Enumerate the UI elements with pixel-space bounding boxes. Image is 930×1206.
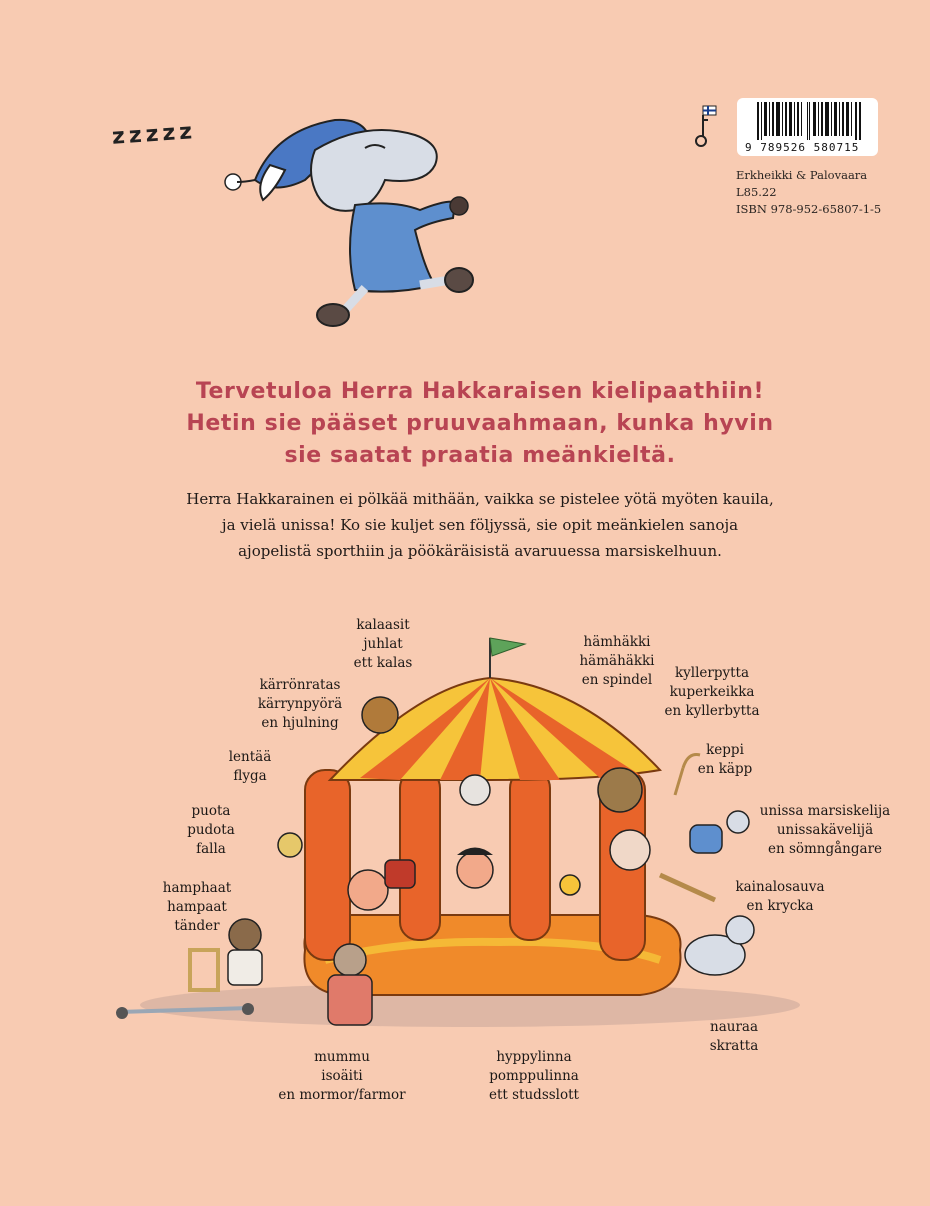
key-icon bbox=[692, 104, 718, 148]
label-line: kärrynpyörä bbox=[257, 696, 343, 712]
sleep-zzz: zzzzz bbox=[111, 119, 197, 150]
headline-line: Tervetuloa Herra Hakkaraisen kielipaathiin! bbox=[195, 379, 765, 404]
label-line: hämhäkki bbox=[583, 634, 651, 650]
label-line: unissa marsiskelija bbox=[759, 803, 891, 819]
label-line: en kyllerbytta bbox=[664, 703, 760, 719]
isbn-barcode bbox=[737, 98, 878, 156]
blurb-paragraph bbox=[150, 486, 810, 564]
sleepwalker-illustration bbox=[215, 110, 475, 335]
label-line: kyllerpytta bbox=[674, 665, 750, 681]
label-line: pomppulinna bbox=[489, 1068, 579, 1084]
label-kyllerpytta bbox=[652, 664, 772, 721]
label-line: kalaasit bbox=[356, 617, 410, 633]
label-hamphaat bbox=[154, 879, 240, 936]
publisher-info bbox=[736, 167, 881, 218]
isbn-text: ISBN 978-952-65807-1-5 bbox=[736, 202, 882, 216]
label-line: skratta bbox=[709, 1038, 759, 1054]
label-line: lentää bbox=[228, 749, 272, 765]
label-line: en spindel bbox=[581, 672, 653, 688]
blurb-line: Herra Hakkarainen ei pölkää mithään, vaikka se pistelee yötä myöten kauila, bbox=[186, 490, 774, 508]
label-lentaa bbox=[212, 748, 288, 786]
label-line: en hjulning bbox=[261, 715, 339, 731]
label-puota bbox=[174, 802, 248, 859]
headline-line: sie saatat praatia meänkieltä. bbox=[284, 443, 676, 468]
label-line: en krycka bbox=[746, 898, 814, 914]
barcode-digits: 9 789526 580715 bbox=[745, 141, 860, 154]
label-unissa bbox=[750, 802, 900, 859]
label-keppi bbox=[690, 741, 760, 779]
label-mummu bbox=[264, 1048, 420, 1105]
label-line: keppi bbox=[706, 742, 744, 758]
label-line: kuperkeikka bbox=[669, 684, 755, 700]
barcode-bars bbox=[757, 102, 861, 140]
label-line: tänder bbox=[174, 918, 220, 934]
publisher-name: Erkheikki & Palovaara bbox=[736, 168, 868, 182]
headline bbox=[160, 376, 800, 472]
label-line: en sömngångare bbox=[767, 841, 883, 857]
label-line: falla bbox=[196, 841, 226, 857]
label-kainalosauva bbox=[725, 878, 835, 916]
label-line: flyga bbox=[233, 768, 267, 784]
label-line: hamphaat bbox=[162, 880, 232, 896]
label-line: juhlat bbox=[363, 636, 403, 652]
blurb-line: ajopelistä sporthiin ja pöökäräisistä avaruuessa marsiskelhuun. bbox=[238, 542, 722, 560]
label-line: en mormor/farmor bbox=[278, 1087, 406, 1103]
label-line: unissakävelijä bbox=[776, 822, 874, 838]
blurb-line: ja vielä unissa! Ko sie kuljet sen följyssä, sie opit meänkielen sanoja bbox=[221, 516, 739, 534]
label-hyppylinna bbox=[470, 1048, 598, 1105]
label-line: hyppylinna bbox=[496, 1049, 572, 1065]
classification: L85.22 bbox=[736, 185, 777, 199]
label-line: nauraa bbox=[710, 1019, 758, 1035]
label-line: puota bbox=[191, 803, 231, 819]
label-line: ett studsslott bbox=[489, 1087, 579, 1103]
label-line: hämähäkki bbox=[579, 653, 655, 669]
label-line: ett kalas bbox=[353, 655, 413, 671]
label-line: isoäiti bbox=[321, 1068, 363, 1084]
label-line: en käpp bbox=[697, 761, 753, 777]
label-line: hampaat bbox=[167, 899, 227, 915]
label-nauraa bbox=[698, 1018, 770, 1056]
label-line: mummu bbox=[314, 1049, 370, 1065]
label-kalaasit bbox=[328, 616, 438, 673]
label-line: kärrönratas bbox=[259, 677, 341, 693]
label-karronratas bbox=[240, 676, 360, 733]
label-line: pudota bbox=[187, 822, 235, 838]
label-line: kainalosauva bbox=[735, 879, 825, 895]
headline-line: Hetin sie pääset pruuvaahmaan, kunka hyvin bbox=[186, 411, 774, 436]
